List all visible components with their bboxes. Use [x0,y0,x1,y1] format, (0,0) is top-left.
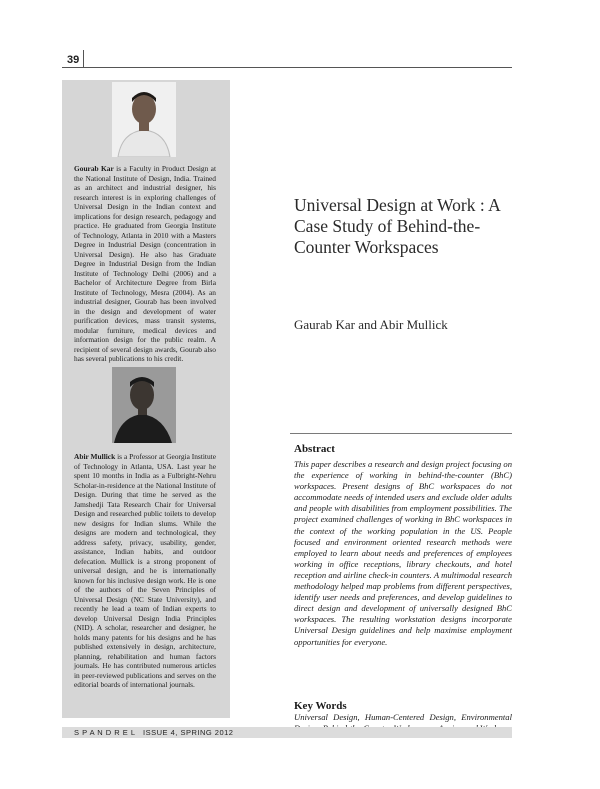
footer-journal-info: S P A N D R E L ISSUE 4, SPRING 2012 [74,728,234,737]
page-number-divider [83,50,84,67]
bio-text: is a Faculty in Product Design at the National Institute of Design, India. Trained as an architect and industrial designer, his research interest is in exploring challenges of Universal Design in the Indian context and implications for design research, pedagogy and practice. He graduated from Georgia Institute of Technology, Atlanta in 2010 with a Masters Degree in Industrial Design (concentration in Universal Design). He also has Graduate Degree in Industrial Design from the Indian Institute of Technology Delhi (2006) and a Bachelor of Architecture Degree from Birla Institute of Technology, Mesra (2004). As an industrial designer, Gourab has been involved in the design and development of water purification devices, mass transit systems, modular furniture, medical devices and information design for the public realm. A recipient of several design awards, Gourab also has several publications to his credit. [74,164,217,363]
abstract-text: This paper describes a research and design project focusing on the experience of working in behind-the-counter (BhC) workspaces. Present designs of BhC workspaces do not accommodate needs of intended users and exclude older adults and people with disabilities from employment possibilities. The project examined challenges of working in BhC workspaces in the context of the working population in the US. People focused and environment oriented research methods were employed to learn about needs and preferences of employees working in office receptions, library checkouts, and hotel reception and airline check-in counters. A multimodal research methodology helped map problems from different perspectives, identify user needs and preferences, and develop guidelines to direct design and development of universally designed BhC workspaces. The resulting workstation designs incorporate Universal Design guidelines and help maximise employment opportunities for everyone. [294,459,512,647]
author-bio-gourab [74,164,216,364]
keywords-heading: Key Words [294,700,347,712]
author-bio-abir [74,452,216,690]
abstract-heading: Abstract [294,443,335,455]
abstract-divider [290,433,512,434]
author-photo-abir [112,367,176,443]
bio-text: is a Professor at Georgia Institute of Technology in Atlanta, USA. Last year he spent 10 months in India as a Fulbright-Nehru Scholar-in-residence at the National Institute of Design. During that time he served as the Jamshedji Tata Research Chair for Universal Design and researched public toilets to develop new designs for Indian slums. While the designs are modern and technological, they address safety, privacy, usability, gender, assistance, Indian habits, and outdoor defecation. Mullick is a strong proponent of universal design, and he is internationally known for his inclusive design work. He is one of the authors of the Seven Principles of Universal Design (NC State University), and recently he lead a team of Indian experts to develop Universal Design India Principles (NID). A scholar, researcher and designer, he holds many patents for his designs and he has published extensively in design, architecture, planning, rehabilitation and human factors journals. He has contributed numerous articles in peer-reviewed publications and serves on the editorial boards of international journals. [74,452,217,689]
portrait-icon [112,82,176,157]
header-rule [62,67,512,68]
page-number: 39 [67,54,80,66]
bio-author-name: Abir Mullick [74,452,116,461]
bio-author-name: Gourab Kar [74,164,114,173]
keywords-text: Universal Design, Human-Centered Design, Environmental [294,712,512,722]
article-title: Universal Design at Work : A Case Study of Behind-the-Counter Workspaces [294,195,500,257]
article-authors: Gaurab Kar and Abir Mullick [294,317,448,332]
author-photo-gourab [112,82,176,157]
portrait-icon [112,367,176,443]
